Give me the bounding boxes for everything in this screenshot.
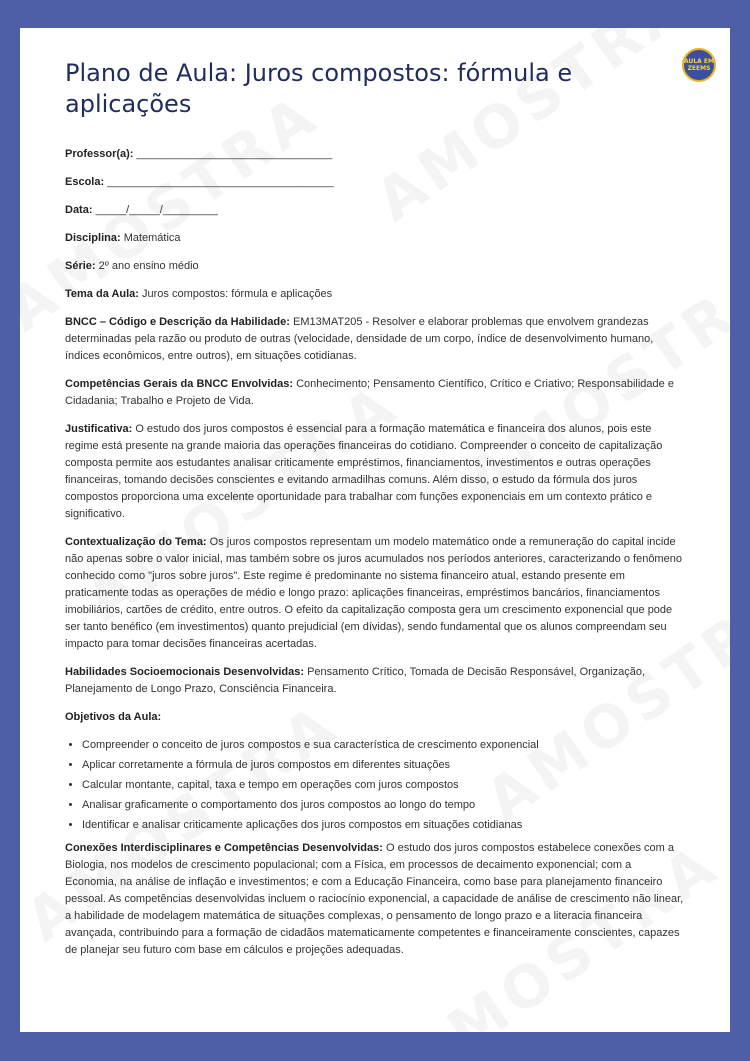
professor-label: Professor(a): xyxy=(65,148,134,160)
objective-item: • Compreender o conceito de juros compostos e sua característica de crescimento exponencial xyxy=(82,737,685,754)
conexoes-label: Conexões Interdisciplinares e Competências Desenvolvidas: xyxy=(65,842,383,854)
professor-field xyxy=(65,146,685,163)
contextualizacao-field xyxy=(65,534,685,653)
professor-value: ________________________________ xyxy=(136,148,333,160)
contextualizacao-value: Os juros compostos representam um modelo matemático onde a remuneração do capital incide não apenas sobre o valor inicial, mas também sobre os juros acumulados nos períodos anteriores, caracterizando o fenômeno conhecido como "juros sobre juros". Este regime é predominante no sistema financeiro atual, estando presente em praticamente todas as operações de médio e longo prazo: aplicações financeiras, empréstimos bancários, financiamentos imobiliários, cartões de crédito, entre outros. O efeito da capitalização composta gera um crescimento exponencial que pode ser tanto benéfico (em investimentos) quanto prejudicial (em dívidas), sendo fundamental que os alunos compreendam seu impacto para tomar decisões financeiras acertadas. xyxy=(65,536,682,650)
objective-item: • Calcular montante, capital, taxa e tempo em operações com juros compostos xyxy=(82,777,685,794)
justificativa-field xyxy=(65,421,685,523)
tema-label: Tema da Aula: xyxy=(65,288,139,300)
conexoes-value: O estudo dos juros compostos estabelece conexões com a Biologia, nos modelos de crescimento populacional; com a Física, em processos de decaimento exponencial; com a Economia, na análise de inflação e investimentos; e com a Educação Financeira, como base para planejamento financeiro pessoal. As competências desenvolvidas incluem o raciocínio exponencial, a capacidade de análise de crescimento não linear, a habilidade de modelagem matemática de situações complexas, o pensamento de longo prazo e a literacia financeira avançada, contribuindo para a formação de cidadãos matematicamente competentes e financeiramente conscientes, capazes de planejar seu futuro com base em cálculos e projeções adequadas. xyxy=(65,842,684,956)
escola-field xyxy=(65,174,685,191)
competencias-value: Conhecimento; Pensamento Científico, Crítico e Criativo; Responsabilidade e Cidadania; Trabalho e Projeto de Vida. xyxy=(65,378,674,407)
escola-value: _____________________________________ xyxy=(107,176,334,188)
contextualizacao-label: Contextualização do Tema: xyxy=(65,536,207,548)
tema-value: Juros compostos: fórmula e aplicações xyxy=(142,288,333,300)
conexoes-field xyxy=(65,840,685,959)
serie-field xyxy=(65,258,685,275)
page-title: Plano de Aula: Juros compostos: fórmula e aplicações xyxy=(65,59,573,118)
bncc-field xyxy=(65,314,685,365)
objetivos-heading xyxy=(65,709,685,726)
justificativa-value: O estudo dos juros compostos é essencial para a formação matemática e financeira dos alunos, pois este regime está presente na grande maioria das operações financeiras do cotidiano. Compreender o conceito de capitalização composta permite aos estudantes analisar criticamente empréstimos, financiamentos, investimentos e outras operações financeiras, tomando decisões conscientes e evitando armadilhas comuns. Além disso, o estudo da fórmula dos juros compostos proporciona uma excelente oportunidade para trabalhar com funções exponenciais em um contexto prático e significativo. xyxy=(65,423,663,520)
data-field xyxy=(65,202,685,219)
disciplina-label: Disciplina: xyxy=(65,232,121,244)
habilidades-value: Pensamento Crítico, Tomada de Decisão Responsável, Organização, Planejamento de Longo Prazo, Consciência Financeira. xyxy=(65,666,646,695)
tema-field xyxy=(65,286,685,303)
competencias-label: Competências Gerais da BNCC Envolvidas: xyxy=(65,378,294,390)
document-page xyxy=(20,28,730,1032)
data-label: Data: xyxy=(65,204,93,216)
bncc-value: EM13MAT205 - Resolver e elaborar problemas que envolvem grandezas determinadas pela razão ou produto de outras (velocidade, densidade de um corpo, índice de desenvolvimento humano, índices econômicos, entre outros), em situações cotidianas. xyxy=(65,316,654,362)
objective-item: • Analisar graficamente o comportamento dos juros compostos ao longo do tempo xyxy=(82,797,685,814)
objetivos-label: Objetivos da Aula: xyxy=(65,711,162,723)
disciplina-value: Matemática xyxy=(123,232,181,244)
bncc-label: BNCC – Código e Descrição da Habilidade: xyxy=(65,316,290,328)
competencias-field xyxy=(65,376,685,410)
objective-item: • Aplicar corretamente a fórmula de juros compostos em diferentes situações xyxy=(82,757,685,774)
objective-item: • Identificar e analisar criticamente aplicações dos juros compostos em situações cotidianas xyxy=(82,817,685,834)
justificativa-label: Justificativa: xyxy=(65,423,133,435)
serie-value: 2º ano ensino médio xyxy=(98,260,199,272)
lesson-plan-content xyxy=(65,58,685,970)
disciplina-field xyxy=(65,230,685,247)
habilidades-field xyxy=(65,664,685,698)
serie-label: Série: xyxy=(65,260,96,272)
brand-logo xyxy=(682,48,716,82)
data-value: _____/_____/_________ xyxy=(95,204,218,216)
habilidades-label: Habilidades Socioemocionais Desenvolvidas: xyxy=(65,666,305,678)
logo-text: AULA EM ZEEMS xyxy=(684,58,714,72)
escola-label: Escola: xyxy=(65,176,105,188)
objectives-list xyxy=(65,737,685,834)
